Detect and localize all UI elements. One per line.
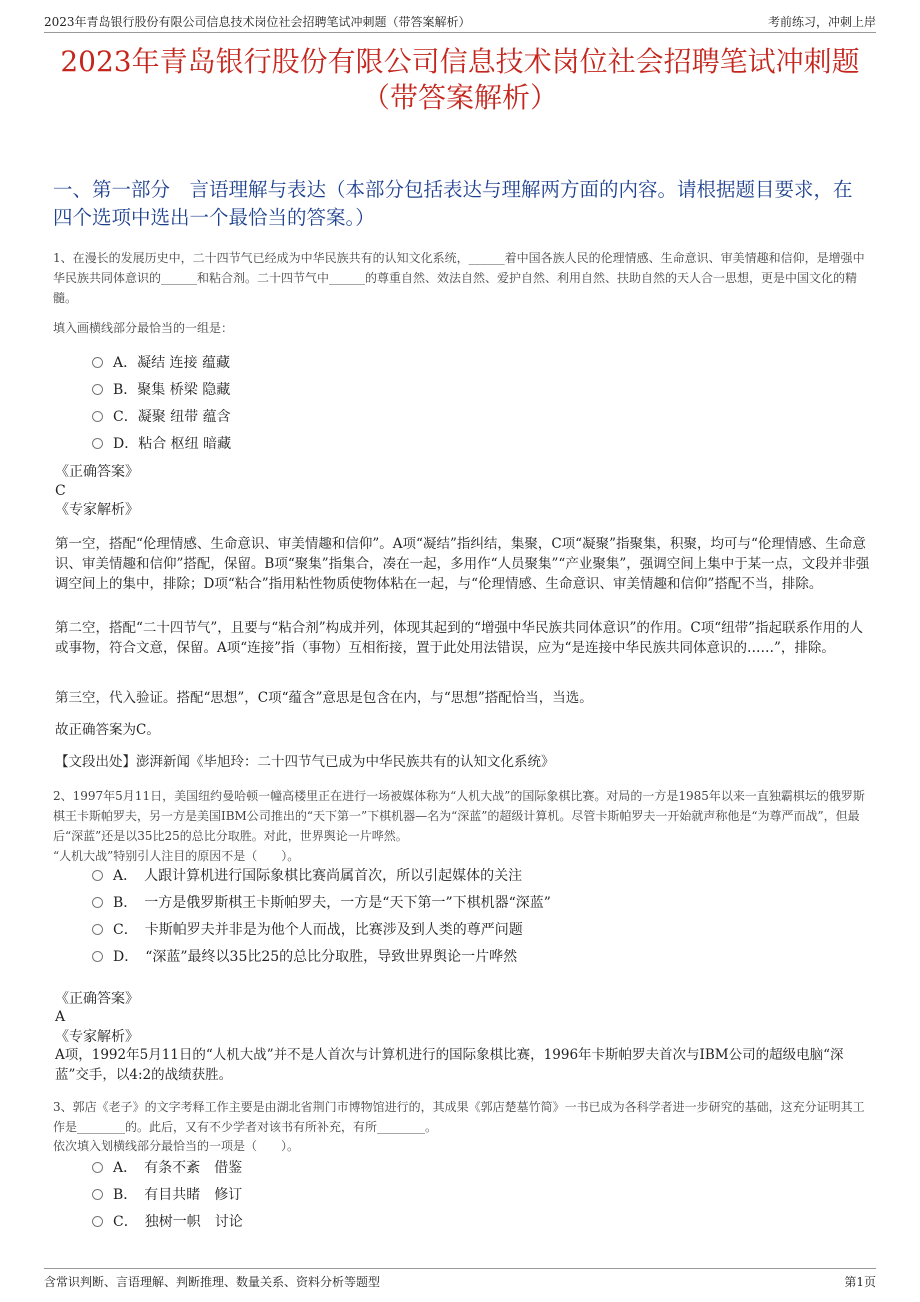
q2-option-b[interactable]: B． 一方是俄罗斯棋王卡斯帕罗夫，一方是“天下第一”下棋机器“深蓝” (92, 893, 551, 913)
page-header (44, 10, 876, 33)
q2-answer: A (55, 1009, 66, 1025)
q1-option-d[interactable]: D．粘合 枢纽 暗藏 (92, 434, 231, 454)
q3-prompt: 依次填入划横线部分最恰当的一项是（ ）。 (53, 1139, 300, 1153)
q2-prompt: “人机大战”特别引人注目的原因不是（ ）。 (53, 849, 300, 863)
q1-option-c[interactable]: C．凝聚 纽带 蕴含 (92, 407, 231, 427)
radio-icon[interactable] (92, 384, 103, 395)
radio-icon[interactable] (92, 924, 103, 935)
q1-source: 【文段出处】澎湃新闻《毕旭玲：二十四节气已成为中华民族共有的认知文化系统》 (55, 754, 555, 770)
q1-option-a[interactable]: A．凝结 连接 蕴藏 (92, 353, 230, 373)
q3-option-b[interactable]: B． 有目共睹 修订 (92, 1185, 242, 1205)
radio-icon[interactable] (92, 438, 103, 449)
radio-icon[interactable] (92, 1162, 103, 1173)
q3-option-a[interactable]: A． 有条不紊 借鉴 (92, 1158, 242, 1178)
radio-icon[interactable] (92, 1189, 103, 1200)
q2-option-d[interactable]: D． “深蓝”最终以35比25的总比分取胜，导致世界舆论一片哗然 (92, 947, 517, 967)
q2-option-a[interactable]: A． 人跟计算机进行国际象棋比赛尚属首次，所以引起媒体的关注 (92, 866, 522, 886)
q1-analysis-para-1: 第一空，搭配“伦理情感、生命意识、审美情趣和信仰”。A项“凝结”指纠结，集聚，C项“凝聚”指聚集，积聚，均可与“伦理情感、生命意识、审美情趣和信仰”搭配，保留。B项“聚集”指集合，凑在一起，多用作“人员聚集”“产业聚集”，强调空间上集中于某一点，文段并非强调空间上的集中，排除；D项“粘合”指用粘性物质使物体粘在一起，与“伦理情感、生命意识、审美情趣和信仰”搭配不当，排除。 (55, 536, 870, 592)
header-slogan: 考前练习，冲刺上岸 (767, 15, 876, 29)
q2-analysis-label: 《专家解析》 (55, 1029, 139, 1045)
q1-stem: 1、在漫长的发展历史中，二十四节气已经成为中华民族共有的认知文化系统，______着中国各族人民的伦理情感、生命意识、审美情趣和信仰，是增强中华民族共同体意识的______和粘合剂。二十四节气中______的尊重自然、效法自然、爱护自然、利用自然、扶助自然的天人合一思想，更是中国文化的精髓。 (53, 251, 865, 305)
q2-option-c[interactable]: C． 卡斯帕罗夫并非是为他个人而战，比赛涉及到人类的尊严问题 (92, 920, 523, 940)
radio-icon[interactable] (92, 411, 103, 422)
page-title: 2023年青岛银行股份有限公司信息技术岗位社会招聘笔试冲刺题（带答案解析） (60, 45, 860, 114)
q2-stem: 2、1997年5月11日，美国纽约曼哈顿一幢高楼里正在进行一场被媒体称为“人机大战”的国际象棋比赛。对局的一方是1985年以来一直独霸棋坛的俄罗斯棋王卡斯帕罗夫，另一方是美国IBM公司推出的“天下第一”下棋机器—名为“深蓝”的超级计算机。尽管卡斯帕罗夫一开始就声称他是“为尊严而战”，但最后“深蓝”还是以35比25的总比分取胜。对此，世界舆论一片哗然。 (53, 789, 865, 843)
q2-answer-label: 《正确答案》 (55, 991, 139, 1007)
radio-icon[interactable] (92, 1216, 103, 1227)
q1-option-b[interactable]: B．聚集 桥梁 隐藏 (92, 380, 230, 400)
q1-analysis-para-2: 第二空，搭配“二十四节气”，且要与“粘合剂”构成并列，体现其起到的“增强中华民族共同体意识”的作用。C项“纽带”指起联系作用的人或事物，符合文意，保留。A项“连接”指（事物）互相衔接，置于此处用法错误，应为“是连接中华民族共同体意识的……”，排除。 (55, 620, 864, 656)
q1-analysis-label: 《专家解析》 (55, 502, 139, 518)
q3-stem: 3、郭店《老子》的文字考释工作主要是由湖北省荆门市博物馆进行的，其成果《郭店楚墓竹简》一书已成为各科学者进一步研究的基础，这充分证明其工作是________的。此后，又有不少学者对该书有所补充，有所________。 (53, 1100, 865, 1134)
q1-analysis-para-4: 故正确答案为C。 (55, 722, 160, 738)
radio-icon[interactable] (92, 357, 103, 368)
footer-note: 含常识判断、言语理解、判断推理、数量关系、资料分析等题型 (44, 1275, 381, 1289)
section-heading: 一、第一部分 言语理解与表达（本部分包括表达与理解两方面的内容。请根据题目要求，在四个选项中选出一个最恰当的答案。） (53, 178, 853, 229)
q3-option-c[interactable]: C． 独树一帜 讨论 (92, 1212, 243, 1232)
q2-analysis: A项，1992年5月11日的“人机大战”并不是人首次与计算机进行的国际象棋比赛，1996年卡斯帕罗夫首次与IBM公司的超级电脑“深蓝”交手，以4:2的战绩获胜。 (55, 1047, 844, 1083)
radio-icon[interactable] (92, 951, 103, 962)
radio-icon[interactable] (92, 897, 103, 908)
q1-answer: C (55, 483, 66, 499)
q1-answer-label: 《正确答案》 (55, 464, 139, 480)
page-number: 第1页 (844, 1275, 876, 1289)
q1-analysis-para-3: 第三空，代入验证。搭配“思想”，C项“蕴含”意思是包含在内，与“思想”搭配恰当，当选。 (55, 690, 593, 706)
q1-prompt: 填入画横线部分最恰当的一组是： (53, 321, 234, 335)
radio-icon[interactable] (92, 870, 103, 881)
header-doc-title: 2023年青岛银行股份有限公司信息技术岗位社会招聘笔试冲刺题（带答案解析） (44, 15, 471, 29)
page-footer (44, 1268, 876, 1293)
